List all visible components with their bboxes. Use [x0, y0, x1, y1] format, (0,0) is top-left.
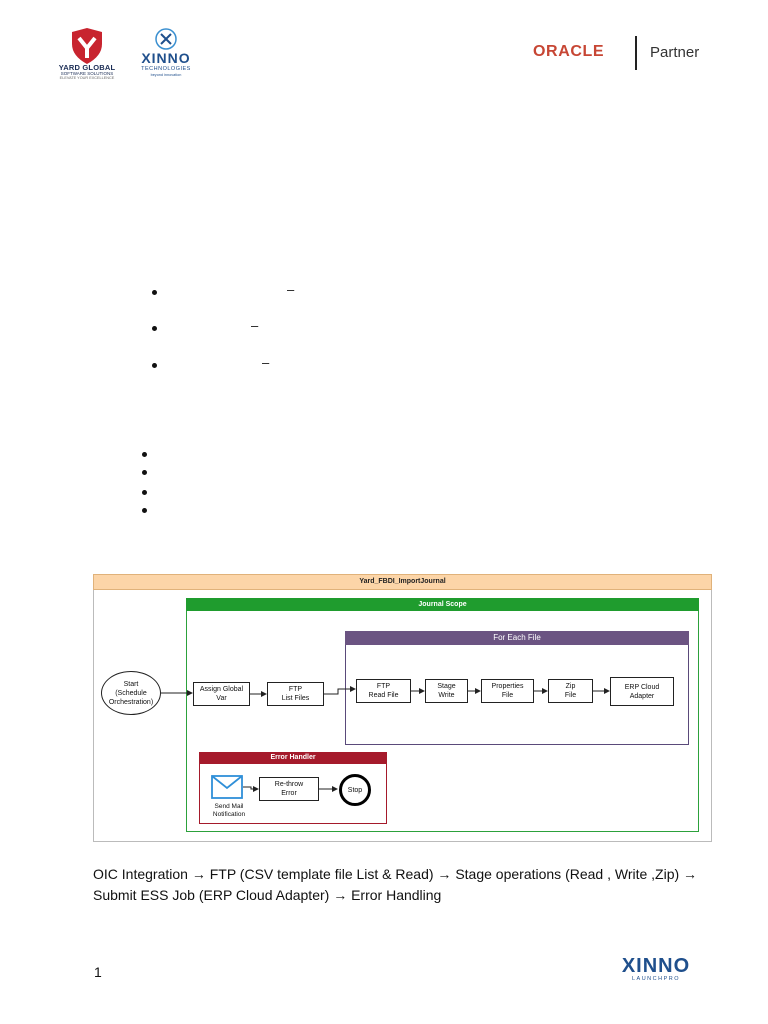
- start-node: Start (Schedule Orchestration): [101, 671, 161, 715]
- logo-divider: [635, 36, 637, 70]
- yard-global-line2: SOFTWARE SOLUTIONS: [60, 71, 114, 76]
- journal-scope-title: Journal Scope: [186, 598, 699, 611]
- mail-icon: [211, 775, 243, 799]
- bullet-dot: [152, 326, 157, 331]
- bullet-dot: [142, 508, 147, 513]
- bullet-dot: [142, 452, 147, 457]
- xinno-line2: TECHNOLOGIES: [141, 66, 191, 72]
- properties-file-node: Properties File: [481, 679, 534, 703]
- bullet-dash: –: [251, 318, 259, 333]
- assign-global-var-node: Assign Global Var: [193, 682, 250, 706]
- bullet-dot: [152, 290, 157, 295]
- ftp-list-files-node: FTP List Files: [267, 682, 324, 706]
- for-each-file-title: For Each File: [345, 631, 689, 645]
- bullet-dash: –: [287, 282, 295, 297]
- yard-global-name: YARD GLOBAL: [58, 63, 116, 72]
- footer-logo-name: XINNO: [621, 955, 691, 977]
- bullet-dot: [142, 490, 147, 495]
- flow-caption: OIC Integration → FTP (CSV template file List & Read) → Stage operations (Read , Write ,Zip) → Submit ESS Job (ERP Cloud Adapter) → Error Handling: [93, 866, 698, 903]
- diagram-title: Yard_FBDI_ImportJournal: [93, 574, 712, 590]
- page-number: 1: [94, 964, 102, 980]
- footer-logo-sub: LAUNCHPRO: [631, 976, 681, 982]
- bullet-dot: [142, 470, 147, 475]
- stage-write-node: Stage Write: [425, 679, 468, 703]
- bullet-dot: [152, 363, 157, 368]
- stop-node: Stop: [339, 774, 371, 806]
- oracle-logo: ORACLE: [533, 43, 605, 60]
- partner-label: Partner: [650, 44, 700, 61]
- xinno-name: XINNO: [141, 50, 191, 66]
- xinno-line3: beyond innovation: [150, 73, 182, 77]
- xinno-logo-icon: [148, 26, 184, 52]
- yard-global-line3: ELEVATE YOUR EXCELLENCE: [59, 76, 115, 80]
- zip-file-node: Zip File: [548, 679, 593, 703]
- rethrow-error-node: Re-throw Error: [259, 777, 319, 801]
- send-mail-label: Send Mail Notification: [212, 803, 246, 818]
- ftp-read-file-node: FTP Read File: [356, 679, 411, 703]
- error-handler-title: Error Handler: [199, 752, 387, 764]
- erp-cloud-adapter-node: ERP Cloud Adapter: [610, 677, 674, 706]
- bullet-dash: –: [262, 355, 270, 370]
